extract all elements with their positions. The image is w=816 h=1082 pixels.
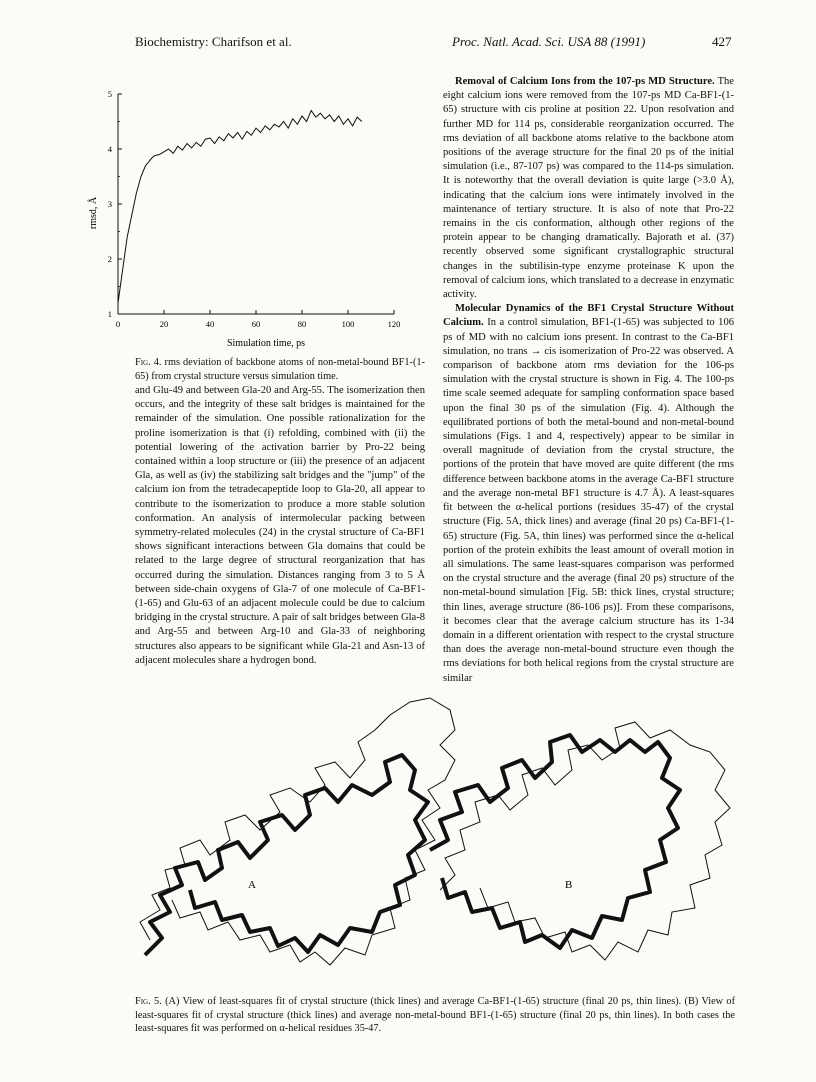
fig4-y-tick-label: 2	[107, 254, 112, 264]
fig4-caption-text: rms deviation of backbone atoms of non-metal-bound BF1-(1-65) from crystal structure versus simulation time.	[135, 357, 425, 382]
fig4-x-tick-label: 60	[251, 319, 261, 329]
page-number: 427	[712, 34, 732, 49]
right-column	[443, 75, 734, 686]
running-head-left: Biochemistry: Charifson et al.	[135, 34, 292, 49]
left-paragraph-1: and Glu-49 and between Gla-20 and Arg-55. The isomerization then occurs, and the integrity of these salt bridges is maintained for the remainder of the simulation. One possible rationalization for the proline isomerization is that (i) refolding, combined with (ii) the potential lowering of the activation barrier by Pro-22 being contained within a loop structure or (iii) the presence of an adjacent Gla, as well as (iv) the stabilizing salt bridges and the "jump" of the calcium ion from the tetradecapeptide loop to Gla-20, all appear to contribute to the isomerization to produce a more stable solution conformation. An analysis of intermolecular packing between symmetry-related molecules (24) in the crystal structure of Ca-BF1 shows significant interactions between Gla domains that could be related to the large degree of structural reorganization that has occurred during the simulation. Distances ranging from 3 to 5 Å between side-chain oxygens of Gla-7 of one molecule of Ca-BF1-(1-65) and Glu-63 of an adjacent molecule could be due to calcium bridging in the crystal structure. A pair of salt bridges between Gla-8 and Arg-55 and between Arg-10 and Gla-33 of neighboring structures also appears to be significant while Gla-21 and Asn-13 of adjacent molecules share a hydrogen bond.	[135, 385, 425, 666]
fig5-label-b: B	[565, 879, 573, 891]
fig4-axes	[118, 94, 394, 314]
fig5-caption-label: Fig. 5.	[135, 996, 162, 1007]
fig4-ticks	[108, 89, 401, 329]
fig4-x-tick-label: 80	[297, 319, 307, 329]
running-head-journal: Proc. Natl. Acad. Sci. USA 88 (1991)	[452, 34, 646, 49]
fig4-y-tick-label: 5	[107, 89, 112, 99]
section-title-md-without-calcium: Molecular Dynamics of the BF1 Crystal Structure Without Calcium.	[443, 303, 734, 329]
fig4-x-axis-label: Simulation time, ps	[226, 338, 306, 349]
fig4-y-tick-label: 1	[107, 309, 112, 319]
fig5a-thin-trace	[140, 698, 455, 965]
fig4-x-tick-label: 120	[387, 319, 401, 329]
fig5-label-a: A	[248, 879, 256, 891]
fig4-y-tick-label: 3	[107, 199, 112, 209]
fig4-y-tick-label: 4	[107, 144, 112, 154]
fig5b-thick-trace	[430, 735, 680, 948]
fig5-structure-views	[110, 690, 760, 990]
fig5-caption-text: (A) View of least-squares fit of crystal structure (thick lines) and average Ca-BF1-(1-65) structure (final 20 ps, thin lines). (B) View of least-squares fit of crystal structure (thick lines) and average non-metal-bound BF1-(1-65) structure (final 20 ps, thin lines). In both cases the least-squares fit was performed on α-helical residues 35-47.	[135, 996, 736, 1035]
fig5a-thick-trace	[145, 755, 428, 955]
fig4-x-tick-label: 20	[159, 319, 169, 329]
fig5b-thin-trace	[440, 722, 730, 960]
left-column	[135, 384, 425, 668]
fig4-x-tick-label: 100	[341, 319, 355, 329]
fig4-x-tick-label: 40	[205, 319, 215, 329]
fig4-x-tick-label: 0	[115, 319, 121, 329]
fig5-caption	[135, 995, 735, 1036]
section-title-removal-calcium: Removal of Calcium Ions from the 107-ps MD Structure.	[455, 76, 715, 87]
fig4-caption-label: Fig. 4.	[135, 357, 162, 368]
section-text-removal-calcium: The eight calcium ions were removed from the 107-ps MD Ca-BF1-(1-65) structure with cis proline at position 22. Upon resolvation and further MD for 114 ps, considerable reorganization occurred. The rms deviation of all backbone atoms relative to the backbone atom positions of the average structure for the final 20 ps of the initial simulation (i.e., 87-107 ps) was compared to the 114-ps simulation. It is noteworthy that the overall deviation is quite large (>3.0 Å), indicating that the calcium ions were intimately involved in the maintenance of tertiary structure. It is also of note that Pro-22 remains in the cis conformation, although other regions of the protein appear to be changing dramatically. Bajorath et al. (37) recently observed some significant crystallographic structural changes in the subtilisin-type enzyme proteinase K upon the removal of calcium ions, which translated to a decrease in enzymatic activity.	[443, 76, 734, 301]
fig4-caption	[135, 356, 425, 383]
fig4-chart	[82, 78, 412, 350]
fig4-rmsd-series-line	[118, 111, 362, 304]
section-text-md-without-calcium: In a control simulation, BF1-(1-65) was subjected to 106 ps of MD with no calcium ions present. In contrast to the Ca-BF1 simulation, no trans → cis isomerization of Pro-22 was observed. A comparison of backbone atom rms deviation for the 106-ps simulation with the crystal structure is shown in Fig. 4. The 100-ps time scale seemed adequate for sampling conformation space based upon the final 30 ps of the simulation (Fig. 4). Although the equilibrated portions of both the metal-bound and non-metal-bound simulations (Figs. 1 and 4, respectively) appear to be similar in overall magnitude of deviation from the crystal structure, the portions of the protein that have moved are quite different (the rms difference between backbone atoms in the average Ca-BF1 structure and the average non-metal BF1 structure is 4.7 Å). A least-squares fit between the α-helical portions (residues 35-47) of the crystal structure (Fig. 5A, thick lines) and average (final 20 ps) Ca-BF1-(1-65) structure (Fig. 5A, thin lines) was performed since the α-helical portion of the protein exhibits the least amount of overall motion in all simulations. The same least-squares comparison was performed on the crystal structure and the average (final 20 ps) structure of the non-metal-bound simulation [Fig. 5B: thick lines, crystal structure; thin lines, average structure (86-106 ps)]. From these comparisons, it becomes clear that the average calcium structure has its 1-34 domain in a different orientation with respect to the crystal structure than does the average non-metal-bound structure even though the rms deviations for both helical regions from the crystal structure are similar	[443, 317, 734, 684]
fig5-panel-a	[140, 698, 455, 965]
fig5-panel-b	[430, 722, 730, 960]
fig4-y-axis-label: rmsd, Å	[88, 196, 99, 230]
